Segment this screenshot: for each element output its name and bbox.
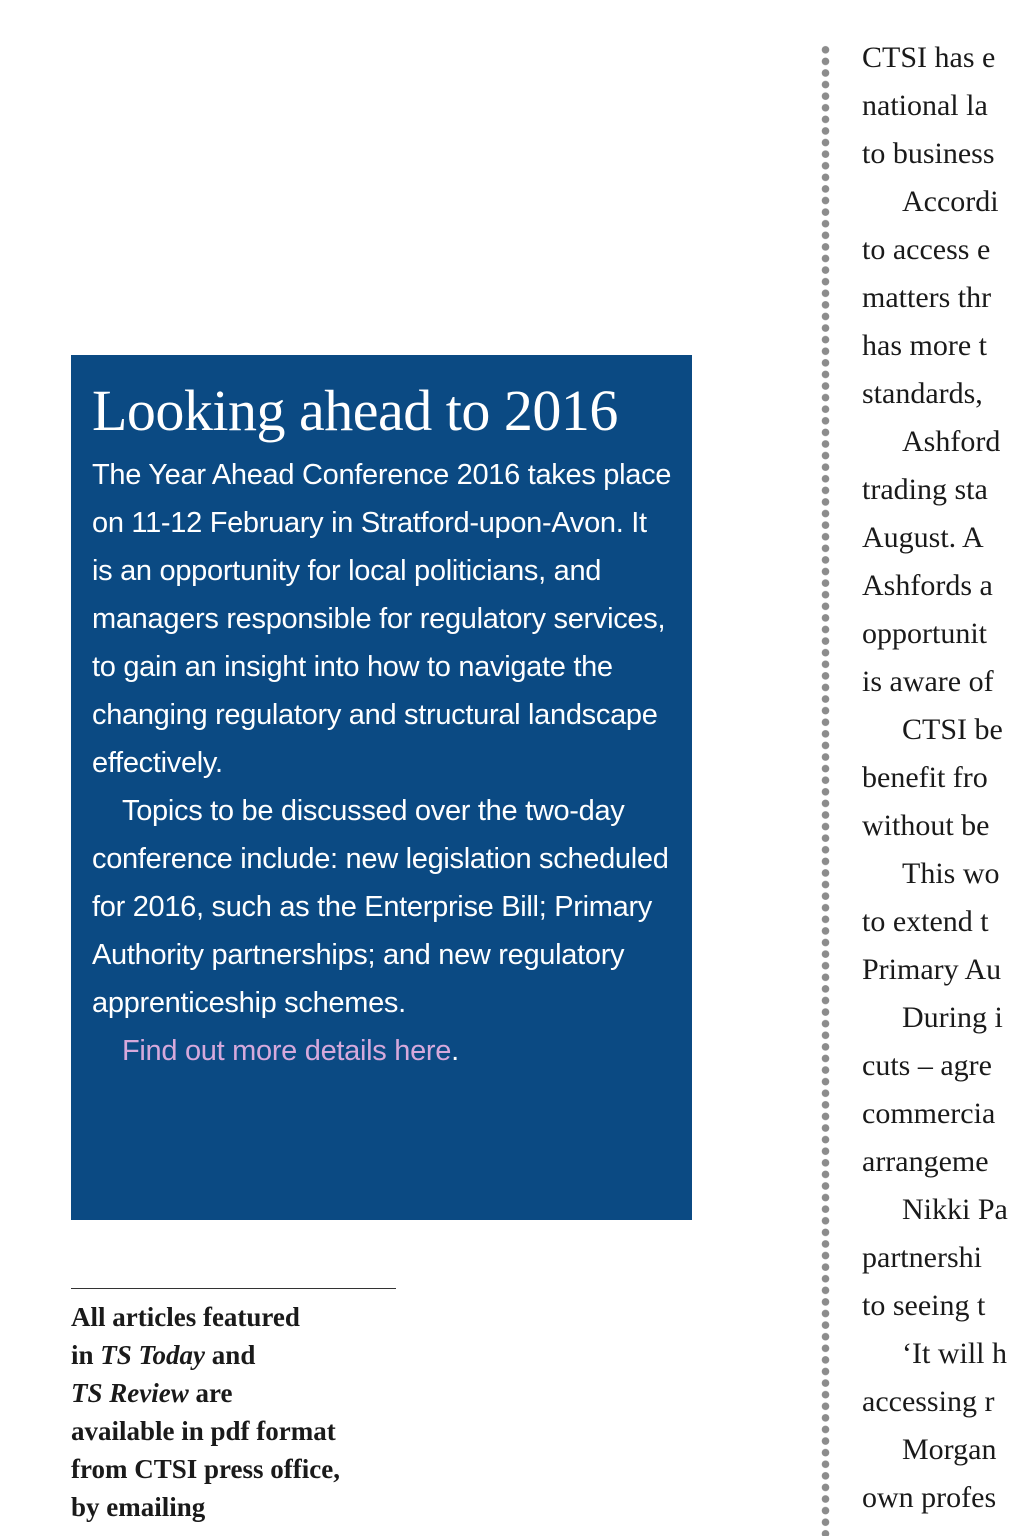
box-paragraph-2: Topics to be discussed over the two-day conference include: new legislation scheduled for 2016, such as the Enterprise Bill; Primary Authority partnerships; and new regulatory apprenticeship schemes. bbox=[92, 795, 669, 1019]
details-link[interactable]: Find out more details here bbox=[122, 1035, 452, 1067]
note-line-3: TS Review are bbox=[71, 1378, 233, 1408]
article-column bbox=[862, 34, 1024, 1522]
column-line: to access e bbox=[862, 233, 991, 266]
column-line: without be bbox=[862, 809, 990, 842]
column-line: CTSI has e bbox=[862, 41, 996, 74]
column-line: national la bbox=[862, 89, 988, 122]
column-line: Primary Au bbox=[862, 953, 1002, 986]
column-line: August. A bbox=[862, 521, 984, 554]
info-box bbox=[71, 355, 692, 1220]
column-line: own profes bbox=[862, 1481, 997, 1514]
column-line: CTSI be bbox=[902, 713, 1003, 746]
note-line-2: in TS Today and bbox=[71, 1340, 256, 1370]
note-divider bbox=[71, 1288, 396, 1289]
column-line: This wo bbox=[902, 857, 1000, 890]
link-period: . bbox=[451, 1035, 459, 1067]
column-line: ‘It will h bbox=[902, 1337, 1007, 1370]
column-line: During i bbox=[902, 1001, 1003, 1034]
column-line: benefit fro bbox=[862, 761, 988, 794]
column-line: accessing r bbox=[862, 1385, 995, 1418]
column-line: cuts – agre bbox=[862, 1049, 992, 1082]
box-paragraph-1: The Year Ahead Conference 2016 takes place on 11-12 February in Stratford-upon-Avon. It is an opportunity for local politicians, and managers responsible for regulatory services, to gain an insight into how to navigate the changing regulatory and structural landscape effectively. bbox=[92, 459, 672, 779]
note-line-4: available in pdf format bbox=[71, 1416, 336, 1446]
column-line: matters thr bbox=[862, 281, 992, 314]
column-line: is aware of bbox=[862, 665, 994, 698]
column-line: to business bbox=[862, 137, 995, 170]
column-line: Ashfords a bbox=[862, 569, 993, 602]
column-line: Accordi bbox=[902, 185, 999, 218]
column-line: trading sta bbox=[862, 473, 988, 506]
column-line: has more t bbox=[862, 329, 987, 362]
box-title: Looking ahead to 2016 bbox=[92, 378, 618, 443]
column-line: opportunit bbox=[862, 617, 987, 650]
box-link-line bbox=[92, 1027, 672, 1075]
column-line: Nikki Pa bbox=[902, 1193, 1008, 1226]
note-line-5: from CTSI press office, bbox=[71, 1454, 340, 1484]
column-line: Morgan bbox=[902, 1433, 997, 1466]
column-line: standards, bbox=[862, 377, 983, 410]
column-line: commercia bbox=[862, 1097, 996, 1130]
press-note bbox=[71, 1298, 401, 1526]
dotted-column-divider bbox=[821, 44, 830, 1536]
note-line-6: by emailing bbox=[71, 1492, 206, 1522]
column-line: to extend t bbox=[862, 905, 989, 938]
column-line: Ashford bbox=[902, 425, 1001, 458]
note-line-1: All articles featured bbox=[71, 1302, 300, 1332]
column-line: partnershi bbox=[862, 1241, 982, 1274]
column-line: arrangeme bbox=[862, 1145, 989, 1178]
column-line: to seeing t bbox=[862, 1289, 986, 1322]
